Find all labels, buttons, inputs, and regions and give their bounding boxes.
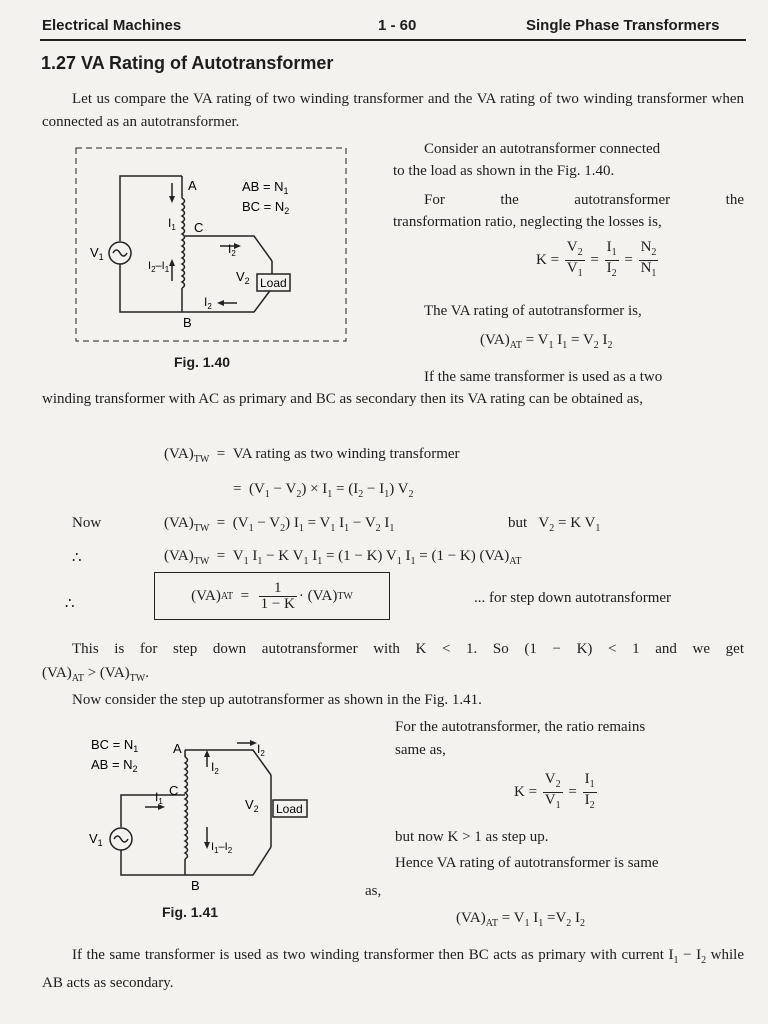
- right2-line-2: same as,: [395, 742, 446, 758]
- header-left: Electrical Machines: [42, 17, 182, 34]
- i1-label: $I_1$: [168, 216, 176, 232]
- bc-turns-label-2: BC = $N_1$: [91, 737, 139, 754]
- va-autotransformer-equation: $(VA)_{AT} = V_1$ $I_1 = V_2$ $I_2$: [480, 332, 613, 351]
- section-title: 1.27 VA Rating of Autotransformer: [41, 53, 334, 73]
- ab-turns-label-2: AB = $N_2$: [91, 757, 138, 774]
- boxed-result-equation: (VA) AT = $\frac{1}{1 - K}$ · (VA) TW: [154, 572, 390, 620]
- equation-line-1: $(VA)_{TW}$ = VA rating as two winding transformer: [164, 446, 460, 465]
- equation-line-3: $(VA)_{TW} = (V_1 - V_2) I_1 = V_1$ $I_1 - V_2$ $I_1$: [164, 515, 395, 534]
- figure-1-41-caption: Fig. 1.41: [162, 904, 219, 920]
- right-text-line-5: The VA rating of autotransformer is,: [424, 303, 642, 319]
- right2-line-4: Hence VA rating of autotransformer is same: [395, 855, 659, 871]
- i2-return-label: $I_2$: [204, 295, 212, 311]
- i1-label-2: $I_1$: [155, 790, 163, 806]
- paragraph-2: winding transformer with AC as primary and BC as secondary then its VA rating can be obtained as,: [42, 391, 643, 407]
- header-right: Single Phase Transformers: [526, 17, 720, 34]
- i2-label: $I_2$: [228, 242, 236, 258]
- figure-1-40-diagram: [72, 143, 352, 348]
- intro-paragraph: Let us compare the VA rating of two winding transformer and the VA rating of two winding transformer when connected as an autotransformer.: [42, 91, 744, 130]
- right-text-line-3: For the autotransformer the: [424, 192, 744, 208]
- v1-label: $V_1$: [90, 245, 104, 262]
- final-paragraph: If the same transformer is used as two winding transformer then BC acts as primary with current $I_1 - I_2$ while AB acts as secondary.: [42, 947, 744, 991]
- right2-line-3: but now K > 1 as step up.: [395, 829, 549, 845]
- terminal-b-label: B: [183, 315, 192, 330]
- right2-line-5: as,: [365, 883, 382, 899]
- va-autotransformer-equation-2: $(VA)_{AT} = V_1$ $I_1 =V_2$ $I_2$: [456, 910, 586, 929]
- load-label-2: Load: [276, 802, 303, 816]
- step-down-note: ... for step down autotransformer: [474, 590, 672, 606]
- terminal-c-label: C: [194, 220, 204, 235]
- equation-line-4: $(VA)_{TW} = V_1$ $I_1 - K$ $V_1$ $I_1 = (1 - K)$ $V_1$ $I_1 = (1 - K)$ $(VA)_{AT}$: [164, 548, 522, 567]
- therefore-symbol-1: ∴: [72, 550, 82, 566]
- equation-line-2: = $(V_1 - V_2) \times I_1 = (I_2 - I_1)$ $V_2$: [233, 481, 414, 500]
- paragraph-3-continued: $(VA)_{AT} > (VA)_{TW}$.: [42, 665, 149, 684]
- i1-minus-i2-label: $I_1-I_2$: [211, 841, 233, 855]
- ratio-equation-1: K = $\frac{V_2}{V_1}$ = $\frac{I_1}{I_2}$ = $\frac{N_2}{N_1}$: [536, 239, 657, 279]
- paragraph-4: Now consider the step up autotransformer as shown in the Fig. 1.41.: [72, 692, 482, 708]
- terminal-a-label-2: A: [173, 741, 182, 756]
- now-label: Now: [72, 515, 102, 531]
- ab-turns-label: AB = $N_1$: [242, 179, 289, 196]
- paragraph-3: This is for step down autotransformer with K < 1. So (1 − K) < 1 and we get: [72, 641, 744, 657]
- figure-1-41-diagram: [85, 735, 325, 895]
- v2-label: $V_2$: [236, 269, 250, 286]
- i2-minus-i1-label: $I_2-I_1$: [148, 260, 170, 274]
- right2-line-1: For the autotransformer, the ratio remains: [395, 719, 646, 735]
- header-page-number: 1 - 60: [378, 17, 417, 34]
- header-rule: [40, 39, 746, 41]
- v2-label-2: $V_2$: [245, 797, 259, 814]
- right-text-line-2: to the load as shown in the Fig. 1.40.: [393, 163, 615, 179]
- terminal-c-label-2: C: [169, 783, 179, 798]
- i2-top-label: $I_2$: [257, 742, 265, 758]
- load-label: Load: [260, 276, 287, 290]
- right-text-line-1: Consider an autotransformer connected: [424, 141, 661, 157]
- but-equation: but $V_2 = K$ $V_1$: [508, 515, 601, 534]
- therefore-symbol-2: ∴: [65, 596, 75, 612]
- i2-coil-label: $I_2$: [211, 760, 219, 776]
- bc-turns-label: BC = $N_2$: [242, 199, 290, 216]
- paragraph-2-first-line: If the same transformer is used as a two: [424, 369, 663, 385]
- ratio-equation-2: K = $\frac{V_2}{V_1}$ = $\frac{I_1}{I_2}$: [514, 771, 595, 811]
- terminal-a-label: A: [188, 178, 197, 193]
- v1-label-2: $V_1$: [89, 831, 103, 848]
- right-text-line-4: transformation ratio, neglecting the losses is,: [393, 214, 662, 230]
- figure-1-40-caption: Fig. 1.40: [174, 354, 231, 370]
- terminal-b-label-2: B: [191, 878, 200, 893]
